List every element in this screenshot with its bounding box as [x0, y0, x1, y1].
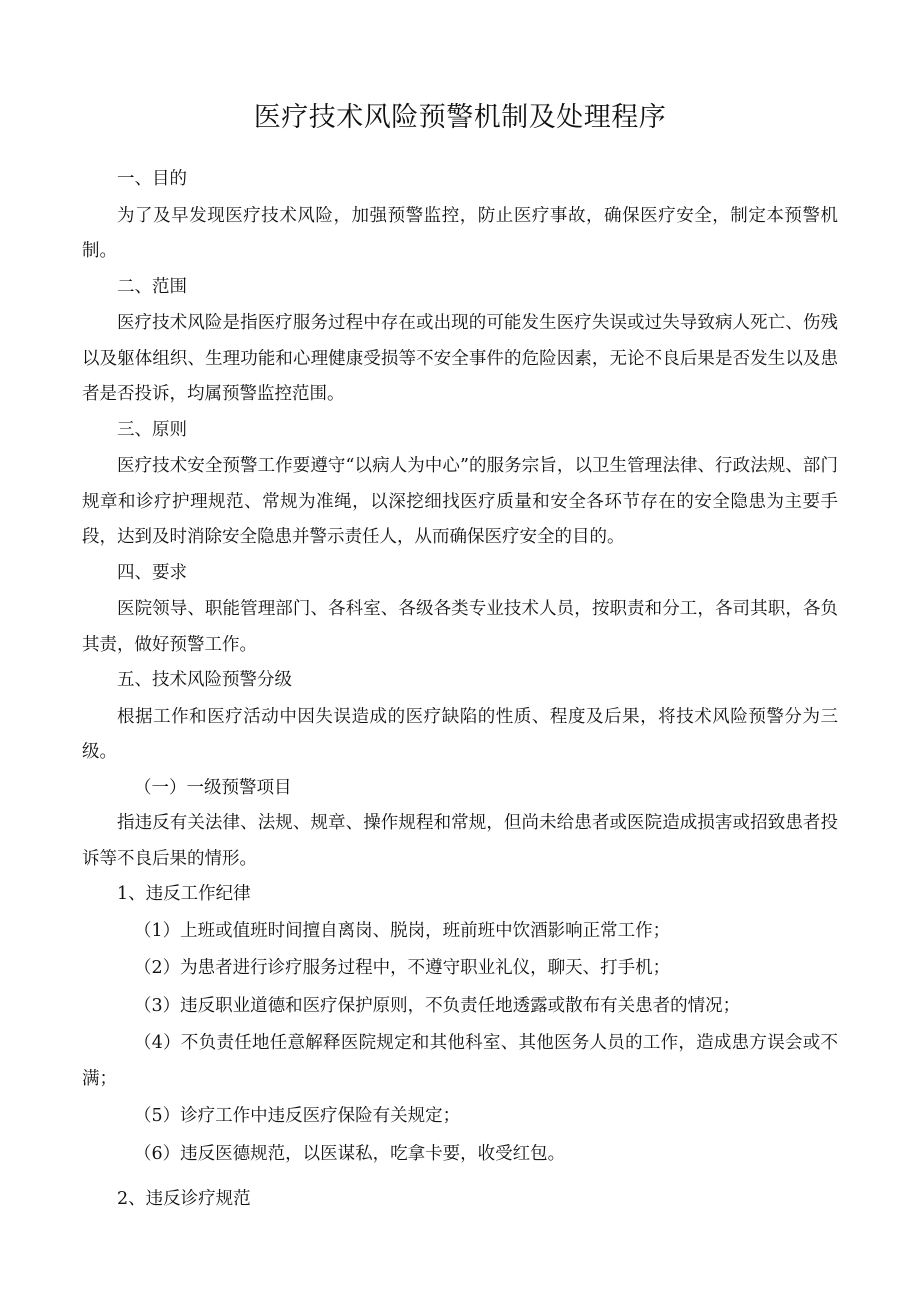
paragraph-19: （6）违反医德规范，以医谋私，吃拿卡要，收受红包。	[134, 1143, 566, 1164]
paragraph-7: 四、要求	[117, 562, 187, 583]
paragraph-4: 医疗技术风险是指医疗服务过程中存在或出现的可能发生医疗失误或过失导致病人死亡、伤残以及躯体组织、生理功能和心理健康受损等不安全事件的危险因素，无论不良后果是否发生以及患者是否投诉，均属预警监控范围。	[82, 313, 838, 404]
paragraph-13: 1、违反工作纪律	[117, 884, 251, 904]
paragraph-5: 三、原则	[117, 419, 187, 440]
document-title: 医疗技术风险预警机制及处理程序	[253, 102, 667, 133]
paragraph-17: （4）不负责任地任意解释医院规定和其他科室、其他医务人员的工作，造成患方误会或不满；	[82, 1033, 838, 1089]
paragraph-20: 2、违反诊疗规范	[117, 1189, 251, 1209]
paragraph-11: （一）一级预警项目	[134, 777, 292, 798]
paragraph-9: 五、技术风险预警分级	[117, 670, 292, 690]
paragraph-15: （2）为患者进行诊疗服务过程中，不遵守职业礼仪，聊天、打手机；	[134, 958, 671, 978]
document-body	[82, 162, 838, 1218]
paragraph-1: 一、目的	[117, 169, 187, 189]
paragraph-8: 医院领导、职能管理部门、各科室、各级各类专业技术人员，按职责和分工，各司其职，各负其责，做好预警工作。	[82, 599, 838, 655]
paragraph-12: 指违反有关法律、法规、规章、操作规程和常规，但尚未给患者或医院造成损害或招致患者投诉等不良后果的情形。	[82, 813, 838, 869]
paragraph-2: 为了及早发现医疗技术风险，加强预警监控，防止医疗事故，确保医疗安全，制定本预警机制。	[82, 205, 838, 261]
paragraph-14: （1）上班或值班时间擅自离岗、脱岗，班前班中饮酒影响正常工作；	[134, 920, 671, 941]
paragraph-10: 根据工作和医疗活动中因失误造成的医疗缺陷的性质、程度及后果，将技术风险预警分为三级。	[82, 706, 838, 762]
paragraph-3: 二、范围	[117, 276, 187, 297]
paragraph-18: （5）诊疗工作中违反医疗保险有关规定；	[134, 1106, 461, 1126]
paragraph-6: 医疗技术安全预警工作要遵守“以病人为中心”的服务宗旨，以卫生管理法律、行政法规、部门规章和诊疗护理规范、常规为准绳，以深挖细找医疗质量和安全各环节存在的安全隐患为主要手段，达到及时消除安全隐患并警示责任人，从而确保医疗安全的目的。	[82, 456, 838, 547]
paragraph-16: （3）违反职业道德和医疗保护原则，不负责任地透露或散布有关患者的情况；	[134, 995, 741, 1016]
